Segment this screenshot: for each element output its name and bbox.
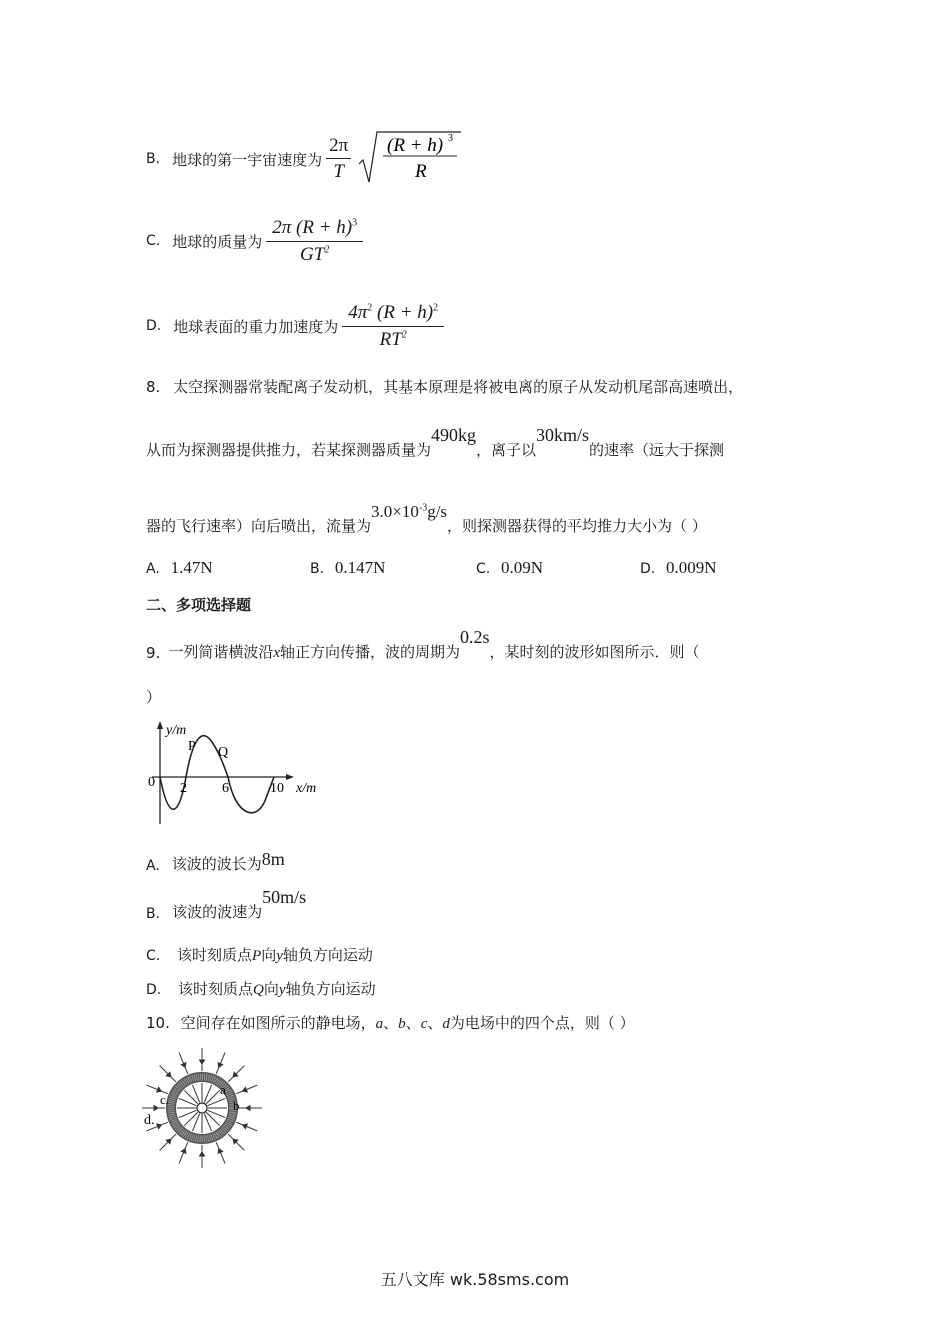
option-label: B.: [146, 151, 161, 167]
option-value: 1.47N: [170, 558, 213, 577]
q8-line-1: [146, 376, 743, 397]
option-text: 该波的波速为: [172, 903, 263, 921]
field-arrow-icon: [218, 1149, 223, 1154]
option-value: 0.09N: [501, 558, 544, 577]
option-value: 8m: [261, 849, 285, 869]
question-text: ，则探测器获得的平均推力大小为（ ）: [447, 517, 707, 535]
option-text: 该时刻质点: [178, 980, 254, 998]
variable: a: [375, 1016, 384, 1032]
variable: P: [252, 948, 262, 964]
variable: x: [273, 645, 280, 661]
point-c-label: c.: [160, 1092, 170, 1107]
field-arrow-icon: [157, 1124, 162, 1129]
electric-field-figure: [138, 1044, 278, 1174]
option-label: C.: [476, 561, 491, 577]
wave-curve: [160, 736, 274, 813]
tick-label: 10: [270, 781, 284, 796]
fraction: $\frac{2\pi (R + h)^3}{GT^2}$: [266, 217, 363, 266]
x-axis-arrow-icon: [286, 774, 294, 780]
option-label: A.: [146, 561, 160, 577]
question-text: 的速率（远大于探测: [589, 441, 725, 459]
wave-figure: [148, 718, 324, 830]
field-arrow-icon: [181, 1063, 186, 1068]
outer-field-line: [236, 1085, 257, 1094]
q7-option-d: [146, 299, 444, 353]
point-d-label: d.: [144, 1113, 155, 1128]
variable: b: [398, 1016, 406, 1032]
y-axis-arrow-icon: [157, 721, 163, 729]
point-a-label: a: [220, 1082, 226, 1097]
option-text: 该波的波长为: [171, 855, 262, 873]
q9-line-1: [146, 626, 700, 662]
option-label: D.: [146, 318, 162, 334]
option-label: D.: [146, 982, 162, 998]
q9-option-c: [146, 944, 373, 965]
question-number: 10.: [146, 1014, 170, 1032]
field-arrow-icon: [243, 1124, 248, 1129]
field-arrow-icon: [181, 1149, 186, 1154]
question-text: 器的飞行速率）向后喷出，流量为: [146, 517, 372, 535]
field-arrow-icon: [246, 1106, 250, 1111]
option-value: 0.147N: [334, 558, 386, 577]
footer-watermark: 五八文库 wk.58sms.com: [380, 1270, 570, 1289]
option-text: 轴负方向运动: [282, 946, 373, 964]
variable: c: [420, 1016, 428, 1032]
question-text: 为电场中的四个点，则（ ）: [449, 1014, 635, 1032]
field-arrow-icon: [218, 1063, 223, 1068]
question-number: 9.: [146, 644, 161, 662]
tick-label: 2: [180, 781, 187, 796]
fraction: $\frac{2\pi}{T}$: [326, 135, 351, 183]
svg-text:3: 3: [448, 132, 454, 144]
q9-line-2: ）: [146, 688, 162, 706]
option-label: D.: [640, 561, 656, 577]
option-value: 50m/s: [262, 887, 307, 907]
fraction: $\frac{4\pi^2 (R + h)^2}{RT^2}$: [342, 302, 444, 351]
tick-label: 6: [222, 781, 229, 796]
variable: y: [276, 948, 283, 964]
variable: y: [278, 982, 286, 998]
field-arrow-icon: [200, 1060, 205, 1064]
q7-option-b: [146, 132, 461, 186]
field-arrow-icon: [154, 1106, 158, 1111]
point-charge: [197, 1103, 207, 1113]
option-text: 地球的质量为: [172, 232, 263, 251]
question-text: 太空探测器常装配离子发动机，其基本原理是将被电离的原子从发动机尾部高速喷出，: [173, 378, 744, 396]
origin-label: 0: [148, 775, 155, 790]
q9-option-d: [146, 978, 376, 999]
question-text: 空间存在如图所示的静电场，: [180, 1014, 376, 1032]
mass-value: 490kg: [431, 425, 477, 445]
question-text: 一列简谐横波沿: [168, 643, 274, 661]
variable: d: [442, 1016, 450, 1032]
option-label: B.: [310, 561, 325, 577]
option-label: C.: [146, 233, 161, 249]
outer-field-line: [236, 1122, 257, 1131]
y-axis-label: y/m: [166, 723, 187, 738]
point-q-label: Q: [218, 745, 229, 760]
option-label: C.: [146, 948, 161, 964]
q10-line: 10. 空间存在如图所示的静电场，a、b、c、d为电场中的四个点，则（ ）: [146, 1014, 635, 1032]
flow-value: $3.0\times 10^{-3}g/s$: [371, 502, 448, 521]
q9-option-a: [146, 838, 285, 874]
section-title: 二、多项选择题: [146, 596, 252, 614]
option-text: 该时刻质点: [177, 946, 253, 964]
q8-options: [146, 558, 786, 582]
field-arrow-icon: [243, 1087, 248, 1092]
option-label: B.: [146, 906, 161, 922]
x-axis-label: x/m: [296, 781, 317, 796]
q9-option-b: [146, 886, 306, 922]
question-text: 轴正方向传播，波的周期为: [280, 643, 461, 661]
option-text: 地球表面的重力加速度为: [173, 317, 339, 336]
option-text: 地球的第一宇宙速度为: [172, 150, 323, 169]
radical-sign-icon: [357, 130, 461, 184]
point-p-label: P: [188, 739, 196, 754]
sqrt-expression: [357, 130, 461, 189]
option-value: 0.009N: [666, 558, 717, 577]
point-b-label: b: [233, 1098, 240, 1113]
option-text: 向: [261, 946, 277, 964]
svg-text:(R + h): (R + h): [387, 134, 444, 156]
question-text: ，某时刻的波形如图所示．则（: [489, 643, 700, 661]
question-text: ，离子以: [476, 441, 537, 459]
q8-line-3: [146, 500, 707, 536]
question-number: 8.: [146, 378, 161, 396]
speed-value: 30km/s: [536, 425, 590, 445]
variable: Q: [253, 982, 264, 998]
svg-text:R: R: [415, 160, 427, 182]
question-text: 从而为探测器提供推力，若某探测器质量为: [146, 441, 432, 459]
option-text: 向: [263, 980, 279, 998]
q8-line-2: [146, 424, 724, 460]
q7-option-c: [146, 214, 363, 268]
period-value: 0.2s: [460, 627, 490, 647]
field-arrow-icon: [200, 1152, 205, 1156]
option-text: 轴负方向运动: [285, 980, 376, 998]
option-label: A.: [146, 858, 160, 874]
